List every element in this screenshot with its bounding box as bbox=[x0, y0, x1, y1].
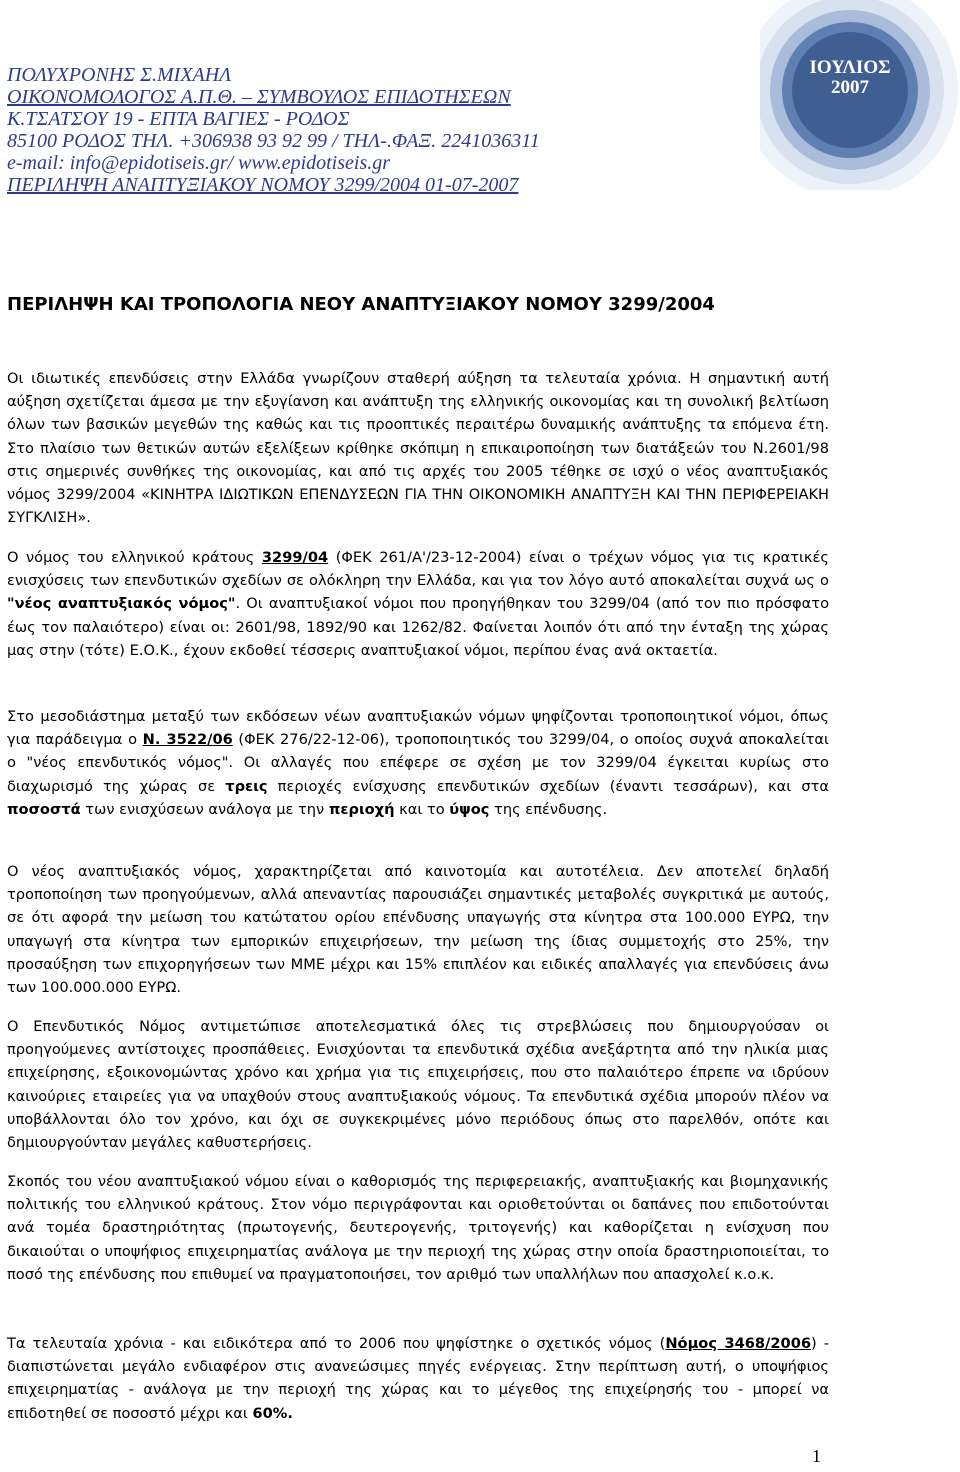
new-dev-law-term: "νέος αναπτυξιακός νόμος" bbox=[7, 595, 236, 613]
p2-text-e: . Οι αναπτυξιακοί νόμοι που προηγήθηκαν του 3299/04 (από τον πιο πρόσφατο έως τον παλαιότερο) είναι οι: 2601/98, 1892/90 και 1262/82. Φαίνεται λοιπόν ότι από την ένταξη της χώρας μας στην (τότε) Ε.Ο.Κ., έχουν εκδοθεί τέσσερις αναπτυξιακοί νόμοι, περίπου ένας ανά οκταετία. bbox=[7, 595, 829, 659]
date-badge bbox=[775, 58, 925, 98]
p3-text-c: (ΦΕΚ 276/22-12-06), τροποποιητικός του 3299/04, ο οποίος συχνά αποκαλείται ο "νέος επενδυτικός νόμος". Οι αλλαγές που επέφερε σε σχέση με τον 3299/04 έγκειται κυρίως στο διαχωρισμό της χώρας σε bbox=[7, 731, 829, 795]
header-email[interactable]: e-mail: info@epidotiseis.gr/ www.epidotiseis.gr bbox=[7, 152, 391, 174]
paragraph-6 bbox=[7, 1170, 829, 1286]
paragraph-1-text: Οι ιδιωτικές επενδύσεις στην Ελλάδα γνωρίζουν σταθερή αύξηση τα τελευταία χρόνια. Η σημαντική αυτή αύξηση σχετίζεται άμεσα με την εξυγίανση και ανάπτυξη της ελληνικής οικονομίας και τη συνολική βελτίωση όλων των βασικών μεγεθών της καθώς και τις προοπτικές περαιτέρω δυναμικής ανάπτυξης τα επόμενα έτη. Στο πλαίσιο των θετικών αυτών εξελίξεων κρίθηκε σκόπιμη η επικαιροποίηση των διατάξεών του Ν.2601/98 στις σημερινές συνθήκες της οικονομίας, και από τις αρχές του 2005 τέθηκε σε ισχύ ο νέος αναπτυξιακός νόμος 3299/2004 «ΚΙΝΗΤΡΑ ΙΔΙΩΤΙΚΩΝ ΕΠΕΝΔΥΣΕΩΝ ΓΙΑ ΤΗΝ ΟΙΚΟΝΟΜΙΚΗ ΑΝΑΠΤΥΞΗ ΚΑΙ ΤΗΝ ΠΕΡΙΦΕΡΕΙΑΚΗ ΣΥΓΚΛΙΣΗ». bbox=[7, 370, 829, 527]
paragraph-4-text: Ο νέος αναπτυξιακός νόμος, χαρακτηρίζεται από καινοτομία και αυτοτέλεια. Δεν αποτελεί δηλαδή τροποποίηση των προηγούμενων, αλλά απεναντίας παρουσιάζει σημαντικές μεταβολές συγκριτικά με αυτούς, σε ότι αφορά την μείωση του κατώτατου ορίου επένδυσης υπαγωγής στα κίνητρα στα 100.000 ΕΥΡΩ, την υπαγωγή στα κίνητρα των εμπορικών επιχειρήσεων, την μείωση της ίδιας συμμετοχής στο 25%, την προσαύξηση των επιχορηγήσεων των ΜΜΕ μέχρι και 15% επιπλέον και ειδικές απαλλαγές για επενδύσεις άνω των 100.000.000 ΕΥΡΩ. bbox=[7, 863, 829, 997]
paragraph-2 bbox=[7, 546, 829, 662]
header-phone: 85100 ΡΟΔΟΣ ΤΗΛ. +306938 93 92 99 / ΤΗΛ-.ΦΑΞ. 2241036311 bbox=[7, 130, 540, 152]
paragraph-7 bbox=[7, 1332, 829, 1425]
p7-text-c: ) - διαπιστώνεται μεγάλο ενδιαφέρον στις ανανεώσιμες πηγές ενέργειας. Στην περίπτωση αυτή, ο υποψήφιος επιχειρηματίας - ανάλογα με την περιοχή της χώρας και το μέγεθος της επιχείρησής του - μπορεί να επιδοτηθεί σε ποσοστό μέχρι και bbox=[7, 1335, 829, 1422]
header-occupation: ΟΙΚΟΝΟΜΟΛΟΓΟΣ Α.Π.Θ. – ΣΥΜΒΟΥΛΟΣ ΕΠΙΔΟΤΗΣΕΩΝ bbox=[7, 86, 511, 108]
document-title: ΠΕΡΙΛΗΨΗ ΚΑΙ ΤΡΟΠΟΛΟΓΙΑ ΝΕΟΥ ΑΝΑΠΤΥΞΙΑΚΟΥ ΝΟΜΟΥ 3299/2004 bbox=[7, 294, 715, 315]
p3-bold-three: τρεις bbox=[225, 777, 268, 795]
header-subject: ΠΕΡΙΛΗΨΗ ΑΝΑΠΤΥΞΙΑΚΟΥ ΝΟΜΟΥ 3299/2004 01-07-2007 bbox=[7, 174, 519, 196]
paragraph-5-text: Ο Επενδυτικός Νόμος αντιμετώπισε αποτελεσματικά όλες τις στρεβλώσεις που δημιουργούσαν οι προηγούμενες αντίστοιχες προσπάθειες. Ενισχύονται τα επενδυτικά σχέδια ανεξάρτητα από την ηλικία μιας επιχείρησης, εξοικονομώντας χρόνο και χρήμα για τις επιχειρήσεις, που στο παλαιότερο έπρεπε να ιδρύουν καινούριες εταιρείες για να υπαχθούν στους αναπτυξιακούς νόμους. Τα επενδυτικά σχέδια μπορούν πλέον να υποβάλλονται όλο τον χρόνο, και όχι σε συγκεκριμένες μόνο περιόδους όπως στο παρελθόν, οπότε και δημιουργούνταν μεγάλες καθυστερήσεις. bbox=[7, 1018, 829, 1152]
page-number: 1 bbox=[812, 1446, 821, 1466]
header-name: ΠΟΛΥΧΡΟΝΗΣ Σ.ΜΙΧΑΗΛ bbox=[7, 64, 232, 86]
p3-text-i: και το bbox=[394, 800, 450, 818]
paragraph-3 bbox=[7, 705, 829, 821]
p2-text-c: (ΦΕΚ 261/Α'/23-12-2004) είναι ο τρέχων νόμος για τις κρατικές ενισχύσεις των επενδυτικών σχεδίων σε ολόκληρη την Ελλάδα, και για τον λόγο αυτό αποκαλείται συχνά ως ο bbox=[7, 549, 829, 590]
law-3522-link: Ν. 3522/06 bbox=[142, 731, 233, 749]
letterhead bbox=[7, 64, 540, 196]
p7-text-a: Τα τελευταία χρόνια - και ειδικότερα από το 2006 που ψηφίστηκε ο σχετικός νόμος ( bbox=[7, 1335, 666, 1352]
p3-text-g: των ενισχύσεων ανάλογα με την bbox=[80, 800, 329, 818]
paragraph-6-text: Σκοπός του νέου αναπτυξιακού νόμου είναι ο καθορισμός της περιφερειακής, αναπτυξιακής και βιομηχανικής πολιτικής του ελληνικού κράτους. Στον νόμο περιγράφονται και οριοθετούνται οι δαπάνες που επιδοτούνται ανά τομέα δραστηριότητας (πρωτογενής, δευτερογενής, τριτογενής) και καθορίζεται η ενίσχυση που δικαιούται ο υποψήφιος επιχειρηματίας ανάλογα με την περιοχή της χώρας στην οποία δραστηριοποιείται, το ποσό της επένδυσης που επιθυμεί να πραγματοποιήσει, τον αριθμό των υπαλλήλων που απασχολεί κ.ο.κ. bbox=[7, 1173, 829, 1283]
p3-bold-height: ύψος bbox=[449, 800, 490, 818]
p2-text-a: Ο νόμος του ελληνικού κράτους bbox=[7, 549, 262, 566]
law-3468-link: Νόμος 3468/2006 bbox=[665, 1335, 812, 1352]
p3-text-k: της επένδυσης. bbox=[489, 800, 608, 818]
p3-bold-percentages: ποσοστά bbox=[7, 800, 81, 818]
paragraph-1 bbox=[7, 367, 829, 529]
p3-text-a: Στο μεσοδιάστημα μεταξύ των εκδόσεων νέων αναπτυξιακών νόμων ψηφίζονται τροποποιητικοί νόμοι, όπως για παράδειγμα ο bbox=[7, 708, 829, 749]
header-address: Κ.ΤΣΑΤΣΟΥ 19 - ΕΠΤΑ ΒΑΓΙΕΣ - ΡΟΔΟΣ bbox=[7, 108, 350, 130]
badge-year: 2007 bbox=[831, 77, 869, 98]
p3-bold-region: περιοχή bbox=[328, 800, 395, 818]
p3-text-e: περιοχές ενίσχυσης επενδυτικών σχεδίων (έναντι τεσσάρων), και στα bbox=[267, 777, 829, 795]
badge-month: ΙΟΥΛΙΟΣ bbox=[809, 57, 891, 78]
paragraph-5 bbox=[7, 1015, 829, 1154]
paragraph-4 bbox=[7, 860, 829, 999]
p7-bold-percent: 60%. bbox=[252, 1404, 293, 1422]
law-3299-link: 3299/04 bbox=[261, 549, 329, 566]
